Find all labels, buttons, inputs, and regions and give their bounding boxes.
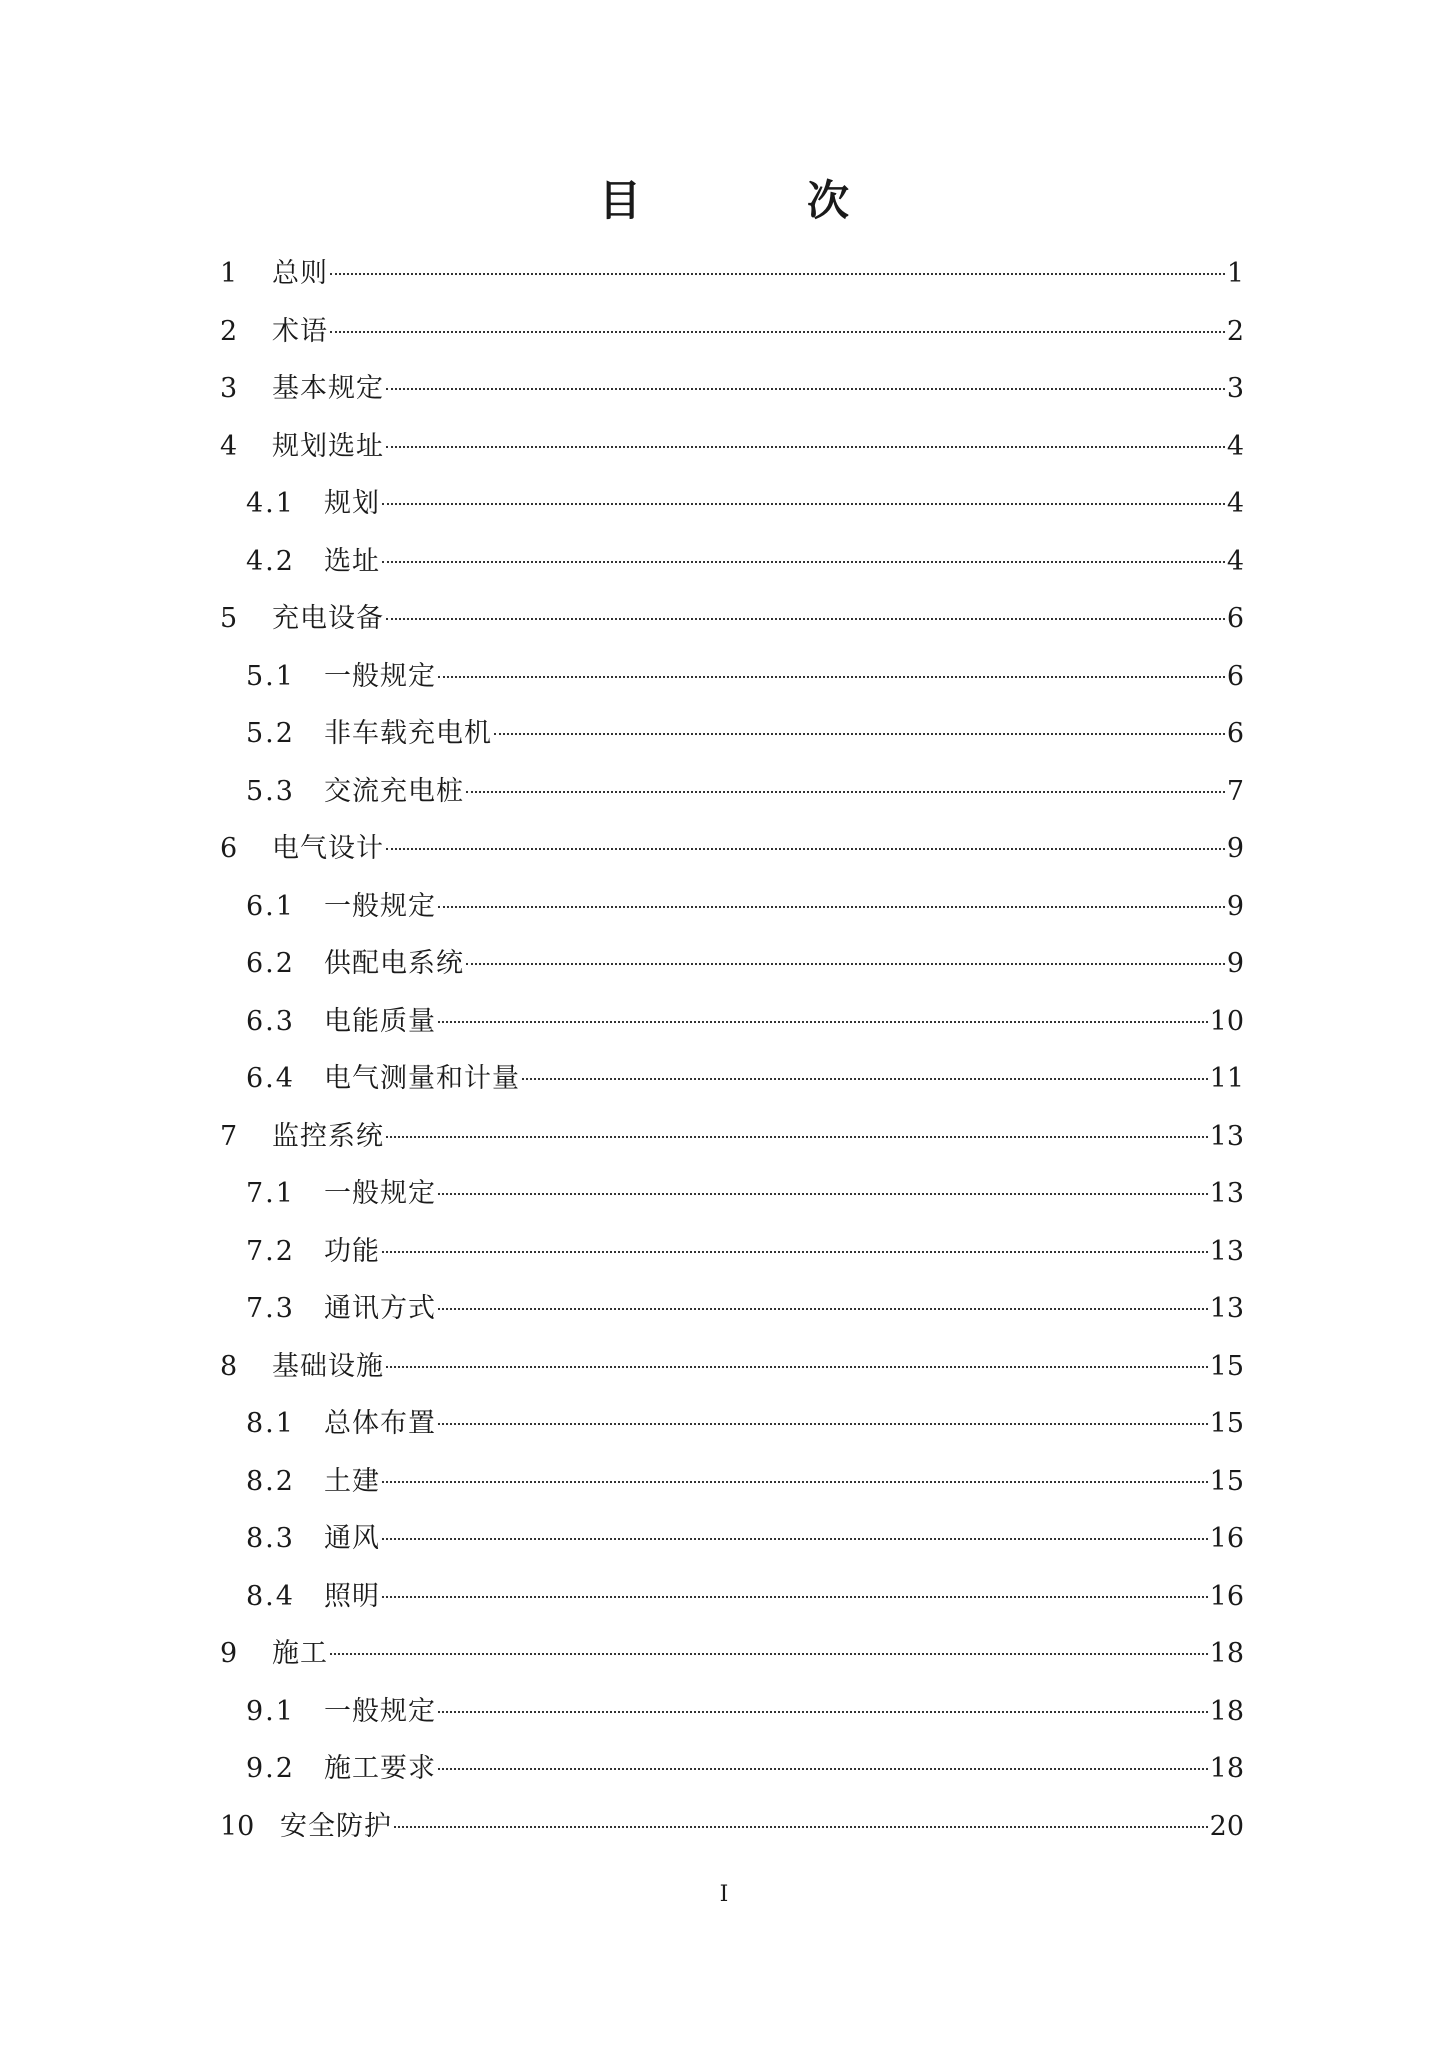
toc-entry[interactable]: [220, 820, 1244, 878]
toc-entry-number: 6.1: [246, 890, 295, 922]
toc-dot-leader: [386, 618, 1225, 620]
toc-entry-number: 8.1: [246, 1408, 295, 1439]
toc-entry-title: 交流充电桩: [324, 775, 464, 807]
toc-entry[interactable]: [220, 590, 1244, 648]
toc-entry-title: 土建: [324, 1465, 380, 1497]
toc-entry-page: 11: [1209, 1063, 1244, 1094]
toc-entry-page: 6: [1226, 660, 1244, 692]
toc-entry[interactable]: [220, 763, 1244, 821]
toc-entry-title: 监控系统: [272, 1120, 384, 1152]
toc-entry-title: 照明: [324, 1580, 380, 1612]
toc-entry-number: 6.2: [246, 948, 295, 979]
toc-entry-page: 16: [1209, 1523, 1244, 1554]
toc-entry-page: 13: [1209, 1120, 1244, 1152]
toc-entry-page: 4: [1226, 488, 1244, 519]
toc-entry-page: 20: [1209, 1810, 1244, 1842]
toc-entry-page: 4: [1226, 545, 1244, 577]
toc-entry[interactable]: [220, 993, 1244, 1051]
toc-entry[interactable]: [220, 1395, 1244, 1453]
toc-entry-page: 13: [1209, 1235, 1244, 1267]
toc-entry-number: 4.1: [246, 488, 295, 519]
toc-entry-page: 2: [1226, 315, 1244, 347]
toc-entry-page: 1: [1226, 258, 1244, 289]
toc-entry-page: 18: [1209, 1695, 1244, 1727]
toc-dot-leader: [382, 1596, 1208, 1598]
toc-dot-leader: [330, 1653, 1208, 1655]
toc-entry[interactable]: [220, 1165, 1244, 1223]
toc-entry[interactable]: [220, 360, 1244, 418]
toc-dot-leader: [386, 388, 1225, 390]
toc-dot-leader: [386, 848, 1225, 850]
toc-entry[interactable]: [220, 648, 1244, 706]
toc-entry-page: 9: [1226, 948, 1244, 979]
toc-dot-leader: [382, 1538, 1208, 1540]
toc-entry-page: 18: [1209, 1753, 1244, 1784]
toc-dot-leader: [382, 561, 1225, 563]
toc-entry-number: 7.2: [246, 1235, 295, 1267]
toc-dot-leader: [438, 1711, 1208, 1713]
toc-entry-page: 3: [1226, 373, 1244, 404]
toc-entry[interactable]: [220, 1453, 1244, 1511]
toc-entry-title: 电能质量: [324, 1005, 436, 1037]
toc-dot-leader: [438, 1021, 1208, 1023]
toc-entry-title: 总则: [272, 258, 328, 289]
toc-dot-leader: [330, 331, 1225, 333]
toc-dot-leader: [382, 1251, 1208, 1253]
toc-entry[interactable]: [220, 935, 1244, 993]
toc-entry-title: 总体布置: [324, 1408, 436, 1439]
toc-dot-leader: [438, 906, 1225, 908]
toc-dot-leader: [466, 963, 1225, 965]
toc-entry-number: 8.2: [246, 1465, 295, 1497]
toc-entry-title: 电气测量和计量: [324, 1063, 520, 1094]
toc-entry-number: 9: [220, 1638, 238, 1669]
table-of-contents: [220, 245, 1244, 1855]
toc-entry-number: 3: [220, 373, 238, 404]
toc-entry-title: 一般规定: [324, 660, 436, 692]
toc-entry[interactable]: [220, 1683, 1244, 1741]
toc-entry[interactable]: [220, 533, 1244, 591]
toc-dot-leader: [438, 676, 1225, 678]
toc-entry-title: 选址: [324, 545, 380, 577]
toc-entry[interactable]: [220, 1625, 1244, 1683]
toc-entry-number: 5.1: [246, 660, 295, 692]
toc-entry-number: 5.2: [246, 718, 295, 749]
toc-entry-title: 基础设施: [272, 1350, 384, 1382]
toc-entry[interactable]: [220, 1568, 1244, 1626]
toc-entry-page: 6: [1226, 718, 1244, 749]
toc-entry-number: 9.2: [246, 1753, 295, 1784]
toc-entry[interactable]: [220, 1050, 1244, 1108]
toc-entry-number: 1: [220, 258, 238, 289]
toc-entry-title: 充电设备: [272, 603, 384, 634]
page-number: I: [719, 1882, 729, 1907]
toc-entry-page: 13: [1209, 1178, 1244, 1209]
toc-entry-title: 供配电系统: [324, 948, 464, 979]
toc-entry-page: 15: [1209, 1350, 1244, 1382]
toc-entry-number: 4: [220, 430, 238, 462]
toc-entry-number: 6.3: [246, 1005, 295, 1037]
toc-entry-page: 18: [1209, 1638, 1244, 1669]
toc-entry-page: 7: [1226, 775, 1244, 807]
toc-dot-leader: [386, 1366, 1208, 1368]
toc-dot-leader: [438, 1768, 1208, 1770]
toc-entry-number: 5.3: [246, 775, 295, 807]
toc-entry-title: 通风: [324, 1523, 380, 1554]
toc-entry-number: 2: [220, 315, 238, 347]
toc-entry-number: 8: [220, 1350, 238, 1382]
toc-entry[interactable]: [220, 245, 1244, 303]
toc-entry-title: 通讯方式: [324, 1293, 436, 1324]
toc-entry[interactable]: [220, 418, 1244, 476]
toc-entry[interactable]: [220, 1798, 1244, 1856]
toc-entry-page: 9: [1226, 890, 1244, 922]
toc-entry-page: 10: [1209, 1005, 1244, 1037]
toc-entry-title: 一般规定: [324, 890, 436, 922]
toc-dot-leader: [522, 1078, 1208, 1080]
toc-entry-number: 6.4: [246, 1063, 295, 1094]
toc-dot-leader: [386, 446, 1225, 448]
toc-dot-leader: [330, 273, 1225, 275]
toc-dot-leader: [494, 733, 1225, 735]
toc-entry-title: 安全防护: [280, 1810, 392, 1842]
toc-entry-number: 4.2: [246, 545, 295, 577]
toc-entry-page: 15: [1209, 1465, 1244, 1497]
toc-entry-number: 6: [220, 833, 238, 864]
toc-entry-title: 功能: [324, 1235, 380, 1267]
toc-entry-title: 术语: [272, 315, 328, 347]
toc-entry[interactable]: [220, 1510, 1244, 1568]
page-title: 目 次: [598, 176, 911, 225]
toc-entry-page: 4: [1226, 430, 1244, 462]
toc-entry-title: 一般规定: [324, 1695, 436, 1727]
toc-entry-page: 9: [1226, 833, 1244, 864]
toc-entry-page: 13: [1209, 1293, 1244, 1324]
toc-entry-title: 电气设计: [272, 833, 384, 864]
toc-dot-leader: [386, 1136, 1208, 1138]
toc-entry-number: 10: [220, 1810, 255, 1842]
toc-entry-number: 9.1: [246, 1695, 295, 1727]
toc-dot-leader: [438, 1423, 1208, 1425]
toc-entry-page: 6: [1226, 603, 1244, 634]
toc-entry-number: 5: [220, 603, 238, 634]
toc-entry-title: 基本规定: [272, 373, 384, 404]
toc-dot-leader: [438, 1308, 1208, 1310]
toc-entry-number: 8.3: [246, 1523, 295, 1554]
toc-entry-title: 施工: [272, 1638, 328, 1669]
toc-dot-leader: [382, 503, 1225, 505]
toc-entry[interactable]: [220, 1280, 1244, 1338]
toc-entry-number: 7.1: [246, 1178, 295, 1209]
toc-dot-leader: [382, 1481, 1208, 1483]
toc-entry-number: 8.4: [246, 1580, 295, 1612]
toc-entry[interactable]: [220, 475, 1244, 533]
toc-dot-leader: [438, 1193, 1208, 1195]
toc-entry-title: 施工要求: [324, 1753, 436, 1784]
toc-entry[interactable]: [220, 1223, 1244, 1281]
toc-dot-leader: [466, 791, 1225, 793]
toc-entry[interactable]: [220, 303, 1244, 361]
toc-entry[interactable]: [220, 878, 1244, 936]
toc-entry-title: 非车载充电机: [324, 718, 492, 749]
toc-entry-page: 16: [1209, 1580, 1244, 1612]
toc-entry-title: 规划: [324, 488, 380, 519]
toc-entry-number: 7.3: [246, 1293, 295, 1324]
toc-entry[interactable]: [220, 1338, 1244, 1396]
toc-entry[interactable]: [220, 1108, 1244, 1166]
toc-entry[interactable]: [220, 1740, 1244, 1798]
toc-entry[interactable]: [220, 705, 1244, 763]
toc-dot-leader: [394, 1826, 1208, 1828]
toc-entry-number: 7: [220, 1120, 238, 1152]
toc-entry-title: 一般规定: [324, 1178, 436, 1209]
toc-entry-title: 规划选址: [272, 430, 384, 462]
toc-entry-page: 15: [1209, 1408, 1244, 1439]
